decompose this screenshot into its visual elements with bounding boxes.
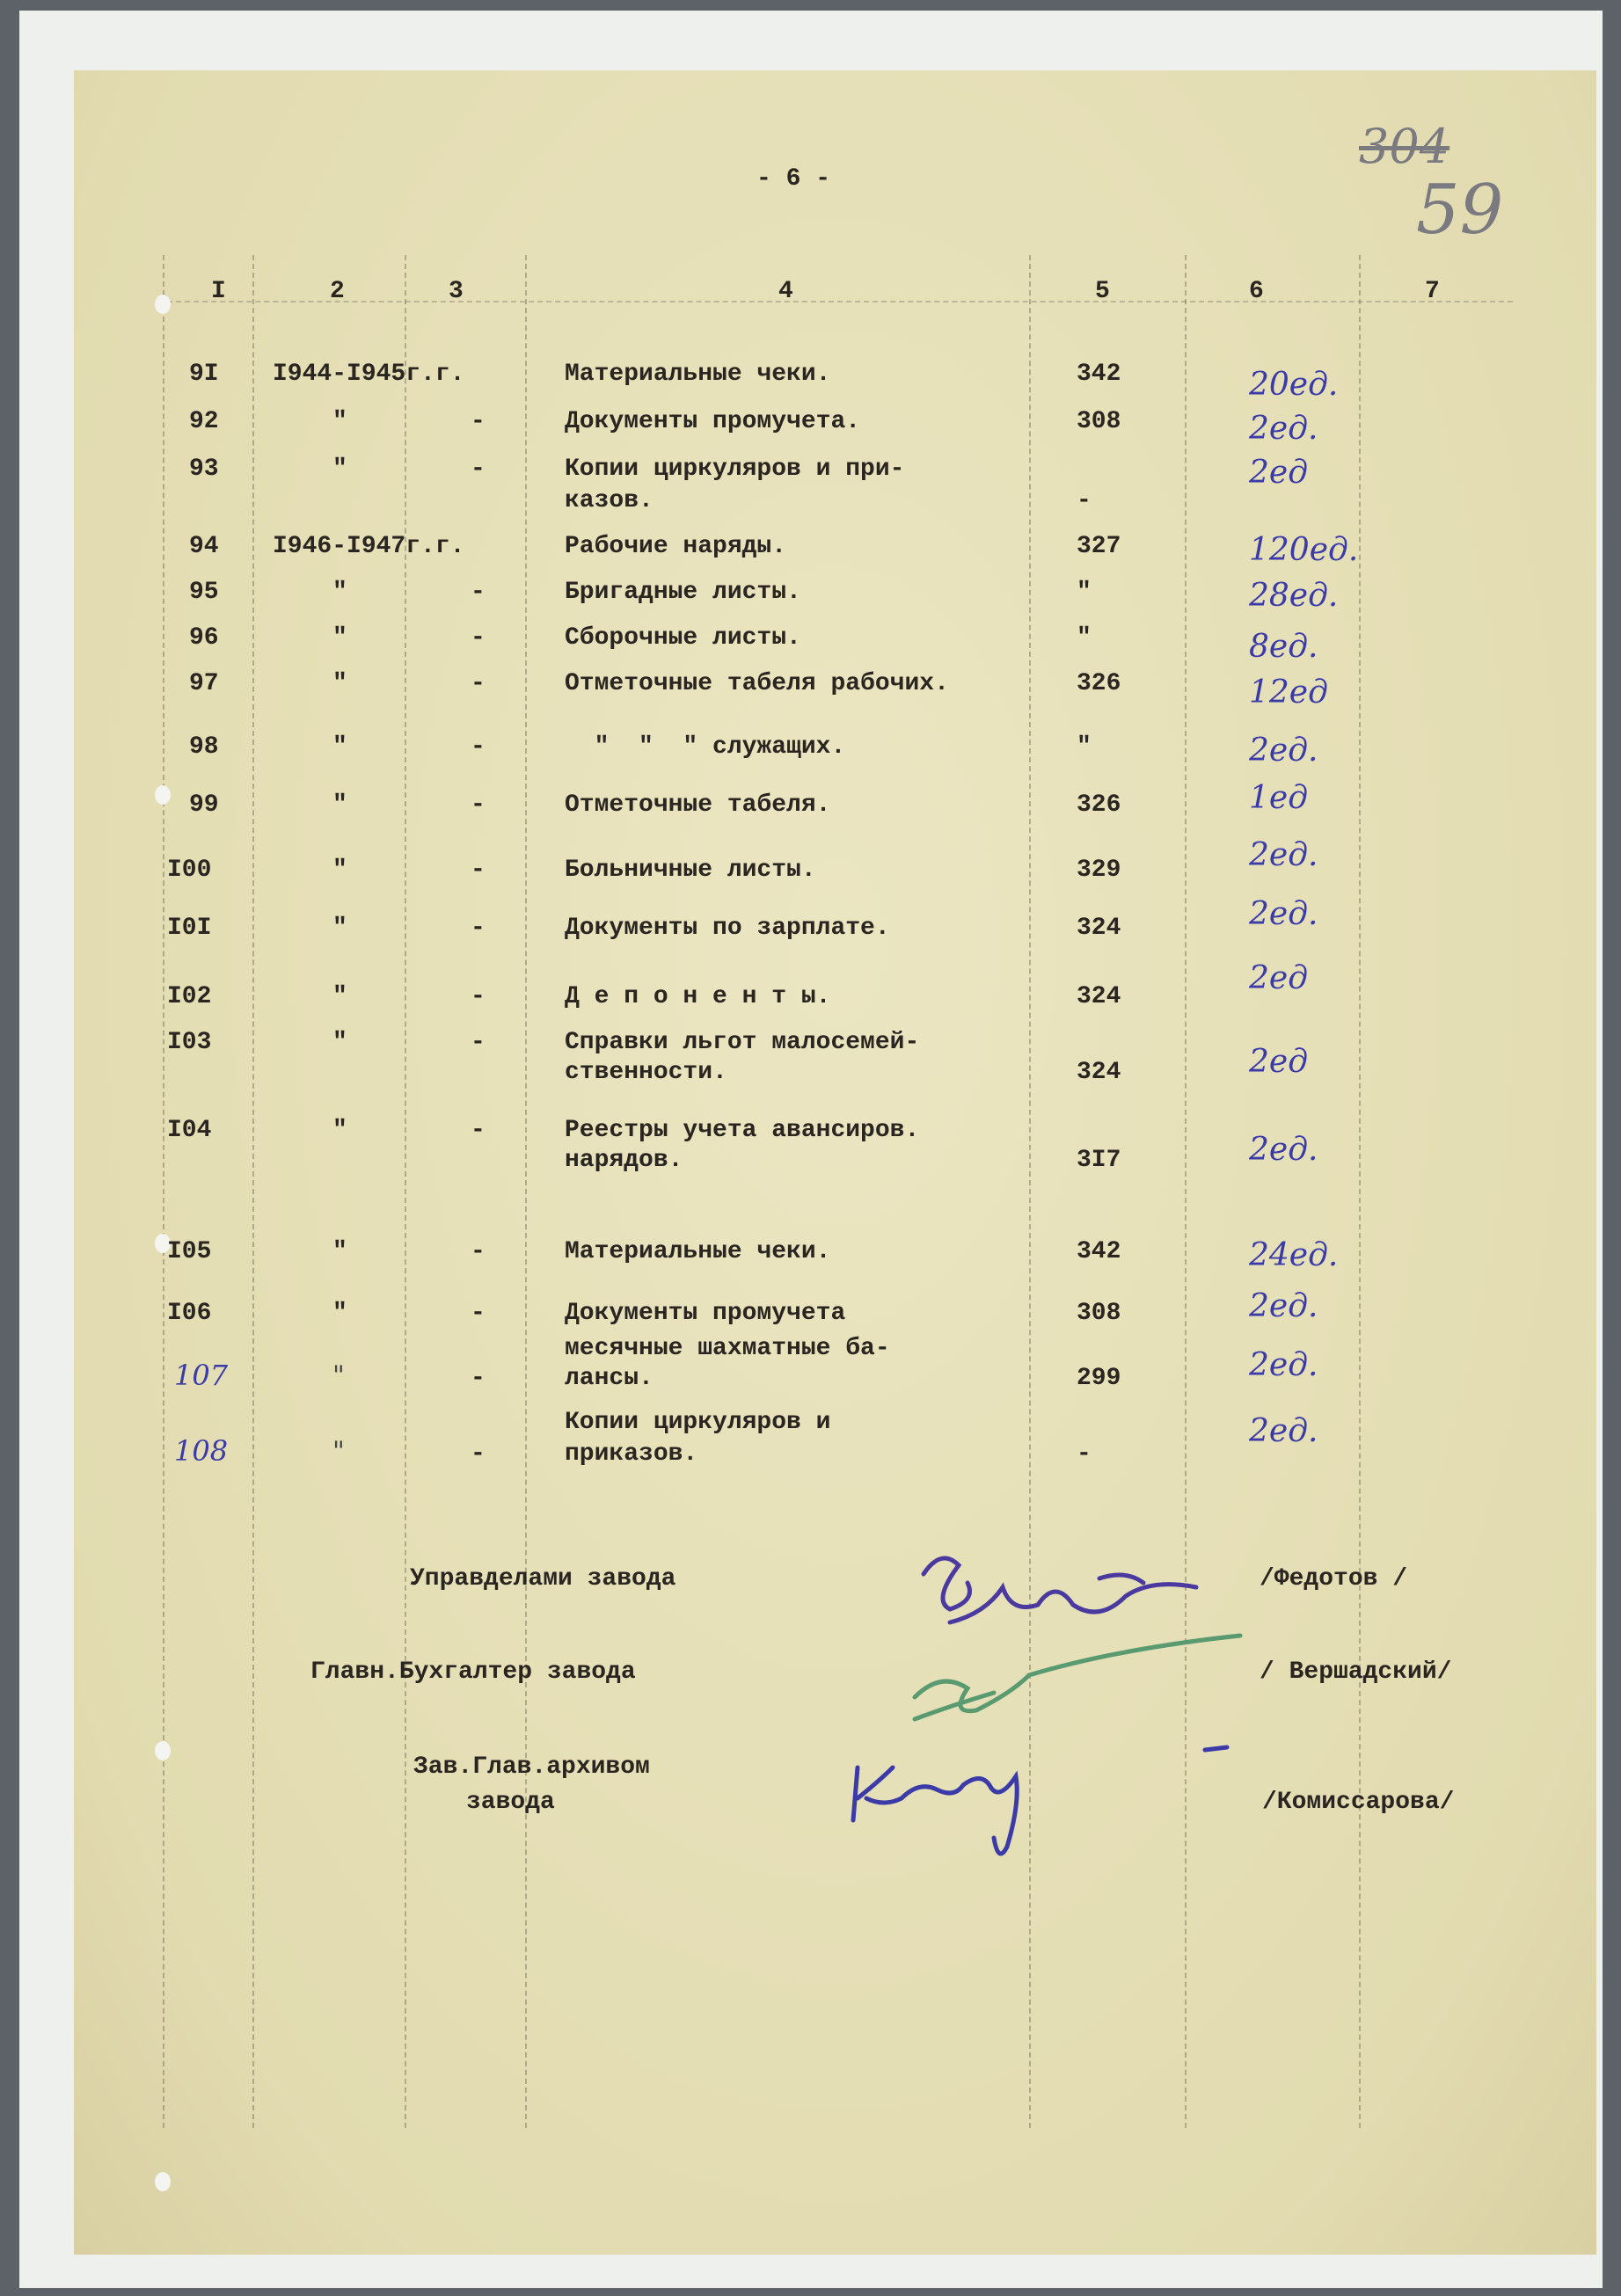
row-fund-number: 342 [1077,361,1121,388]
row-title: Справки льгот малосемей- [565,1029,920,1056]
row-title: Копии циркуляров и при- [565,456,905,483]
row-years: " [332,791,347,819]
row-fund-number: 308 [1077,1300,1121,1327]
row-number: 94 [189,533,219,560]
row-col3-dash: - [471,624,486,652]
row-number: 96 [189,624,219,652]
row-title: Документы промучета [565,1300,846,1327]
row-number: 107 [174,1359,229,1392]
row-fund-number: 324 [1077,915,1121,942]
row-title: месячные шахматные ба- [565,1335,890,1362]
row-fund-number: 308 [1077,408,1121,435]
row-years: I944-I945г.г. [273,361,465,388]
row-fund-number: 342 [1077,1238,1121,1265]
row-number: 99 [189,791,219,819]
row-count-handwritten: 2ед [1249,1044,1309,1080]
signature-name: /Федотов / [1260,1565,1408,1593]
row-count-handwritten: 2ед. [1249,1132,1318,1168]
row-fund-number: - [1077,487,1092,514]
row-title: Копии циркуляров и [565,1409,831,1436]
row-count-handwritten: 2ед. [1249,896,1318,932]
row-fund-number: 299 [1077,1365,1121,1392]
row-count-handwritten: 2ед [1249,455,1309,491]
row-title: Д е п о н е н т ы. [565,983,831,1010]
row-title: лансы. [565,1365,654,1392]
row-count-handwritten: 2ед. [1249,411,1318,447]
row-col3-dash: - [471,856,486,884]
row-fund-number: 326 [1077,791,1121,819]
row-title: Документы по зарплате. [565,915,890,942]
row-fund-number: " [1077,624,1092,652]
archive-old-sheet-number: 304 [1359,119,1450,174]
column-header-3: 3 [449,278,464,305]
row-col3-dash: - [471,579,486,606]
row-years: " [332,670,347,697]
row-number: I06 [167,1300,212,1327]
row-col3-dash: - [471,408,486,435]
row-title: Материальные чеки. [565,361,831,388]
row-years: " [332,1436,345,1467]
row-count-handwritten: 12ед [1249,674,1328,711]
row-years: " [332,1029,347,1056]
archive-sheet-number: 59 [1416,171,1504,250]
row-fund-number: 324 [1077,1059,1121,1086]
row-number: 108 [174,1434,229,1468]
column-header-6: 6 [1249,278,1264,305]
row-number: I03 [167,1029,212,1056]
row-number: I05 [167,1238,212,1265]
row-number: 93 [189,456,219,483]
row-count-handwritten: 20ед. [1249,367,1339,403]
row-count-handwritten: 2ед. [1249,837,1318,873]
column-header-5: 5 [1095,278,1110,305]
row-col3-dash: - [471,456,486,483]
row-number: 9I [189,361,219,388]
page-number: - 6 - [756,165,831,193]
row-number: I02 [167,983,212,1010]
row-years: " [332,733,347,761]
row-number: 97 [189,670,219,697]
signature-name: / Вершадский/ [1260,1658,1452,1686]
row-years: " [332,915,347,942]
row-number: 98 [189,733,219,761]
signature-position: Зав.Глав.архивом [413,1753,650,1781]
row-years: " [332,579,347,606]
row-number: I04 [167,1117,212,1144]
row-title: " " " служащих. [565,733,846,761]
row-years: " [332,856,347,884]
row-col3-dash: - [471,983,486,1010]
signature-position: Главн.Бухгалтер завода [310,1658,636,1686]
row-years: I946-I947г.г. [273,533,465,560]
row-title: Реестры учета авансиров. [565,1117,920,1144]
row-years: " [332,983,347,1010]
row-fund-number: 326 [1077,670,1121,697]
row-years: " [332,408,347,435]
row-title: приказов. [565,1440,698,1468]
column-header-4: 4 [778,278,793,305]
row-title: нарядов. [565,1147,683,1174]
row-count-handwritten: 8ед. [1249,629,1318,665]
row-col3-dash: - [471,1238,486,1265]
signature-position: Управделами завода [410,1565,676,1593]
row-fund-number: " [1077,579,1092,606]
row-title: Документы промучета. [565,408,861,435]
row-years: " [332,1117,347,1144]
row-number: I00 [167,856,212,884]
row-years: " [332,456,347,483]
row-count-handwritten: 2ед. [1249,733,1318,769]
row-number: 92 [189,408,219,435]
row-col3-dash: - [471,1440,486,1468]
row-title: Отметочные табеля. [565,791,831,819]
row-fund-number: 3I7 [1077,1147,1121,1174]
row-title: Рабочие наряды. [565,533,787,560]
row-col3-dash: - [471,1300,486,1327]
row-years: " [332,1238,347,1265]
row-title: Сборочные листы. [565,624,801,652]
row-title: Материальные чеки. [565,1238,831,1265]
row-col3-dash: - [471,791,486,819]
row-number: I0I [167,915,212,942]
row-title: ственности. [565,1059,727,1086]
row-count-handwritten: 120ед. [1249,532,1359,568]
row-count-handwritten: 2ед. [1249,1288,1318,1324]
row-years: " [332,1360,345,1391]
row-col3-dash: - [471,670,486,697]
row-fund-number: 329 [1077,856,1121,884]
row-count-handwritten: 2ед. [1249,1413,1318,1449]
row-col3-dash: - [471,1365,486,1392]
row-fund-number: 324 [1077,983,1121,1010]
row-count-handwritten: 1ед [1249,780,1309,816]
row-col3-dash: - [471,915,486,942]
row-title: Отметочные табеля рабочих. [565,670,949,697]
row-col3-dash: - [471,1029,486,1056]
row-col3-dash: - [471,1117,486,1144]
row-fund-number: " [1077,733,1092,761]
column-header-1: I [211,278,226,305]
row-title: казов. [565,487,654,514]
row-col3-dash: - [471,733,486,761]
column-header-2: 2 [330,278,345,305]
row-number: 95 [189,579,219,606]
signature-position: завода [466,1789,555,1816]
row-years: " [332,1300,347,1327]
row-count-handwritten: 2ед. [1249,1347,1318,1383]
column-header-7: 7 [1425,278,1440,305]
row-years: " [332,624,347,652]
row-title: Бригадные листы. [565,579,801,606]
row-count-handwritten: 24ед. [1249,1237,1339,1273]
row-fund-number: 327 [1077,533,1121,560]
signature-name: /Комиссарова/ [1262,1789,1455,1816]
row-count-handwritten: 2ед [1249,960,1309,996]
row-title: Больничные листы. [565,856,816,884]
row-count-handwritten: 28ед. [1249,578,1339,614]
row-fund-number: - [1077,1440,1092,1468]
